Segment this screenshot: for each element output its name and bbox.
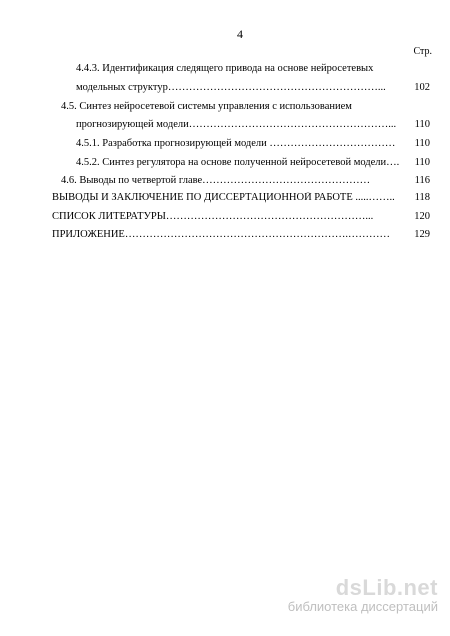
page-number: 4 bbox=[237, 27, 243, 41]
toc-entry-page: 110 bbox=[414, 119, 430, 130]
toc-entry-page: 120 bbox=[414, 211, 430, 222]
toc-entry-text: модельных структур……………………………………………………... bbox=[76, 82, 386, 93]
toc-entry-page: 116 bbox=[414, 175, 430, 186]
toc-entry-page: 110 bbox=[414, 157, 430, 168]
toc-entry-text: 4.5.2. Синтез регулятора на основе полученной нейросетевой модели…. bbox=[76, 157, 400, 168]
toc-entry-text: 4.4.3. Идентификация следящего привода на основе нейросетевых bbox=[76, 63, 374, 74]
toc-entry-text: 4.6. Выводы по четвертой главе………………………………………… bbox=[61, 175, 371, 186]
toc-entry-page: 102 bbox=[414, 82, 430, 93]
watermark-main: dsLib.net bbox=[335, 575, 438, 600]
toc-entry-text: СПИСОК ЛИТЕРАТУРЫ…………………………………………………... bbox=[52, 211, 374, 222]
toc-entry-text: 4.5. Синтез нейросетевой системы управления с использованием bbox=[61, 101, 352, 112]
toc-entry-text: 4.5.1. Разработка прогнозирующей модели ……………………………… bbox=[76, 138, 396, 149]
page-column-label: Стр. bbox=[413, 46, 432, 57]
toc-entry-page: 129 bbox=[414, 229, 430, 240]
watermark-logo bbox=[288, 575, 438, 614]
toc-entry-text: прогнозирующей модели…………………………………………………... bbox=[76, 119, 397, 130]
toc-entry-text: ВЫВОДЫ И ЗАКЛЮЧЕНИЕ ПО ДИССЕРТАЦИОННОЙ РАБОТЕ .....…….. bbox=[52, 192, 395, 203]
toc-entry-page: 118 bbox=[414, 192, 430, 203]
toc-entry-text: ПРИЛОЖЕНИЕ……………………………………………………….………… bbox=[52, 229, 390, 240]
toc-entry-page: 110 bbox=[414, 138, 430, 149]
watermark-sub: библиотека диссертаций bbox=[287, 599, 438, 614]
